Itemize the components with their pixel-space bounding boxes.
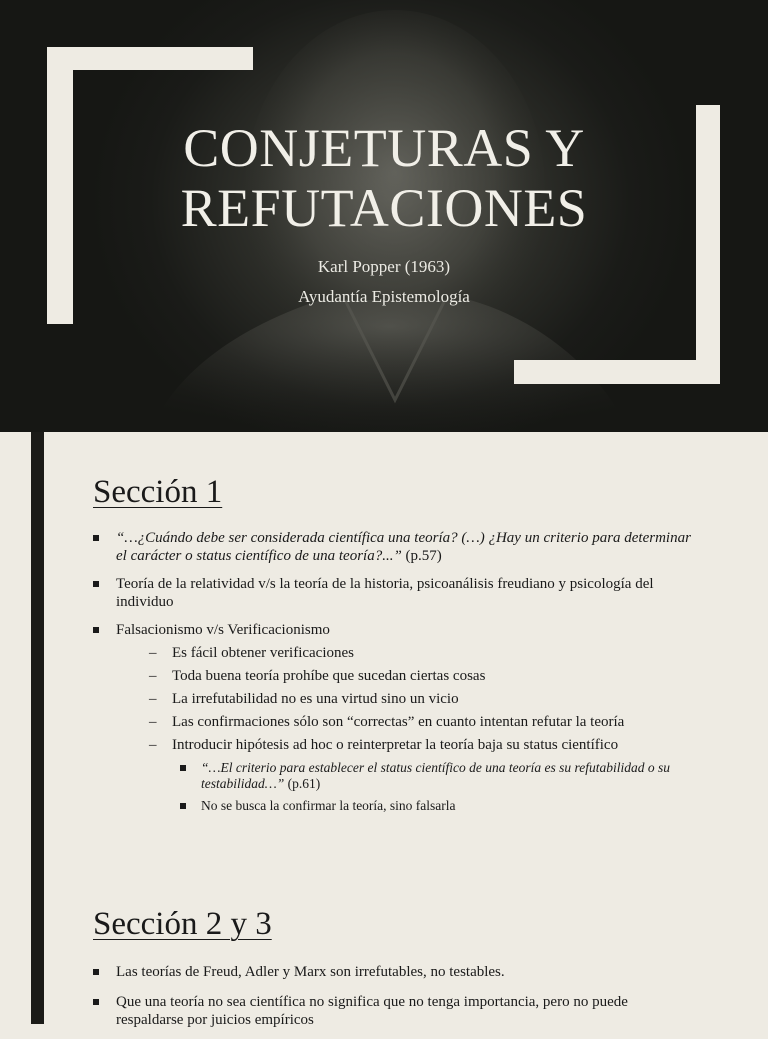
frame-bracket-top-left (47, 47, 253, 70)
subsublist (172, 760, 693, 814)
author-subtitle: Karl Popper (1963) (317, 257, 451, 276)
course-subtitle: Ayudantía Epistemología (298, 287, 470, 306)
section2-list (93, 963, 693, 1039)
list-item: Que una teoría no sea científica no significa que no tenga importancia, pero no puede respaldarse por juicios empíricos (93, 993, 693, 1029)
sublist-item: – Es fácil obtener verificaciones (116, 644, 693, 662)
section2-heading: Sección 2 y 3 (93, 906, 272, 942)
sublist-item: – Toda buena teoría prohíbe que sucedan ciertas cosas (116, 667, 693, 685)
left-accent-bar (31, 432, 44, 865)
sublist-item: – Las confirmaciones sólo son “correctas” en cuanto intentan refutar la teoría (116, 713, 693, 731)
section1-heading: Sección 1 (93, 474, 223, 510)
content-slide (0, 432, 768, 1028)
frame-bracket-bottom-right (514, 360, 720, 384)
sublist (116, 644, 693, 814)
list-item: Falsacionismo v/s Verificacionismo – Es fácil obtener verificaciones – Toda buena teoría prohíbe que sucedan ciertas cosas – La irrefutabilidad no es una virtud sino un vicio – Las confirmaciones sólo son “correctas” en cuanto intentan refutar la teoría – Introducir hipótesis ad hoc o reinterpretar la teoría baja su status científico “…El criterio para establecer el status científico de una teoría es su refutabilidad o su testabilidad…” (p.61) No se busca la confirmar la teoría, sino falsarla (93, 621, 693, 814)
list-item: “…¿Cuándo debe ser considerada científica una teoría? (…) ¿Hay un criterio para determinar el carácter o status científico de una teoría?...” (p.57) (93, 529, 693, 565)
left-accent-bar-lower (31, 865, 44, 1024)
subsublist-item: “…El criterio para establecer el status científico de una teoría es su refutabilidad o su testabilidad…” (p.61) (116, 760, 693, 792)
section1-list (93, 529, 693, 824)
presentation-title: CONJETURAS Y REFUTACIONES (180, 118, 588, 238)
title-slide (0, 0, 768, 432)
list-item: Las teorías de Freud, Adler y Marx son irrefutables, no testables. (93, 963, 693, 981)
list-item: Teoría de la relatividad v/s la teoría de la historia, psicoanálisis freudiano y psicología del individuo (93, 575, 693, 611)
sublist-item: – La irrefutabilidad no es una virtud sino un vicio (116, 690, 693, 708)
sublist-item: – Introducir hipótesis ad hoc o reinterpretar la teoría baja su status científico “…El criterio para establecer el status científico de una teoría es su refutabilidad o su testabilidad…” (p.61) No se busca la confirmar la teoría, sino falsarla (116, 736, 693, 814)
subsublist-item: No se busca la confirmar la teoría, sino falsarla (116, 798, 693, 814)
